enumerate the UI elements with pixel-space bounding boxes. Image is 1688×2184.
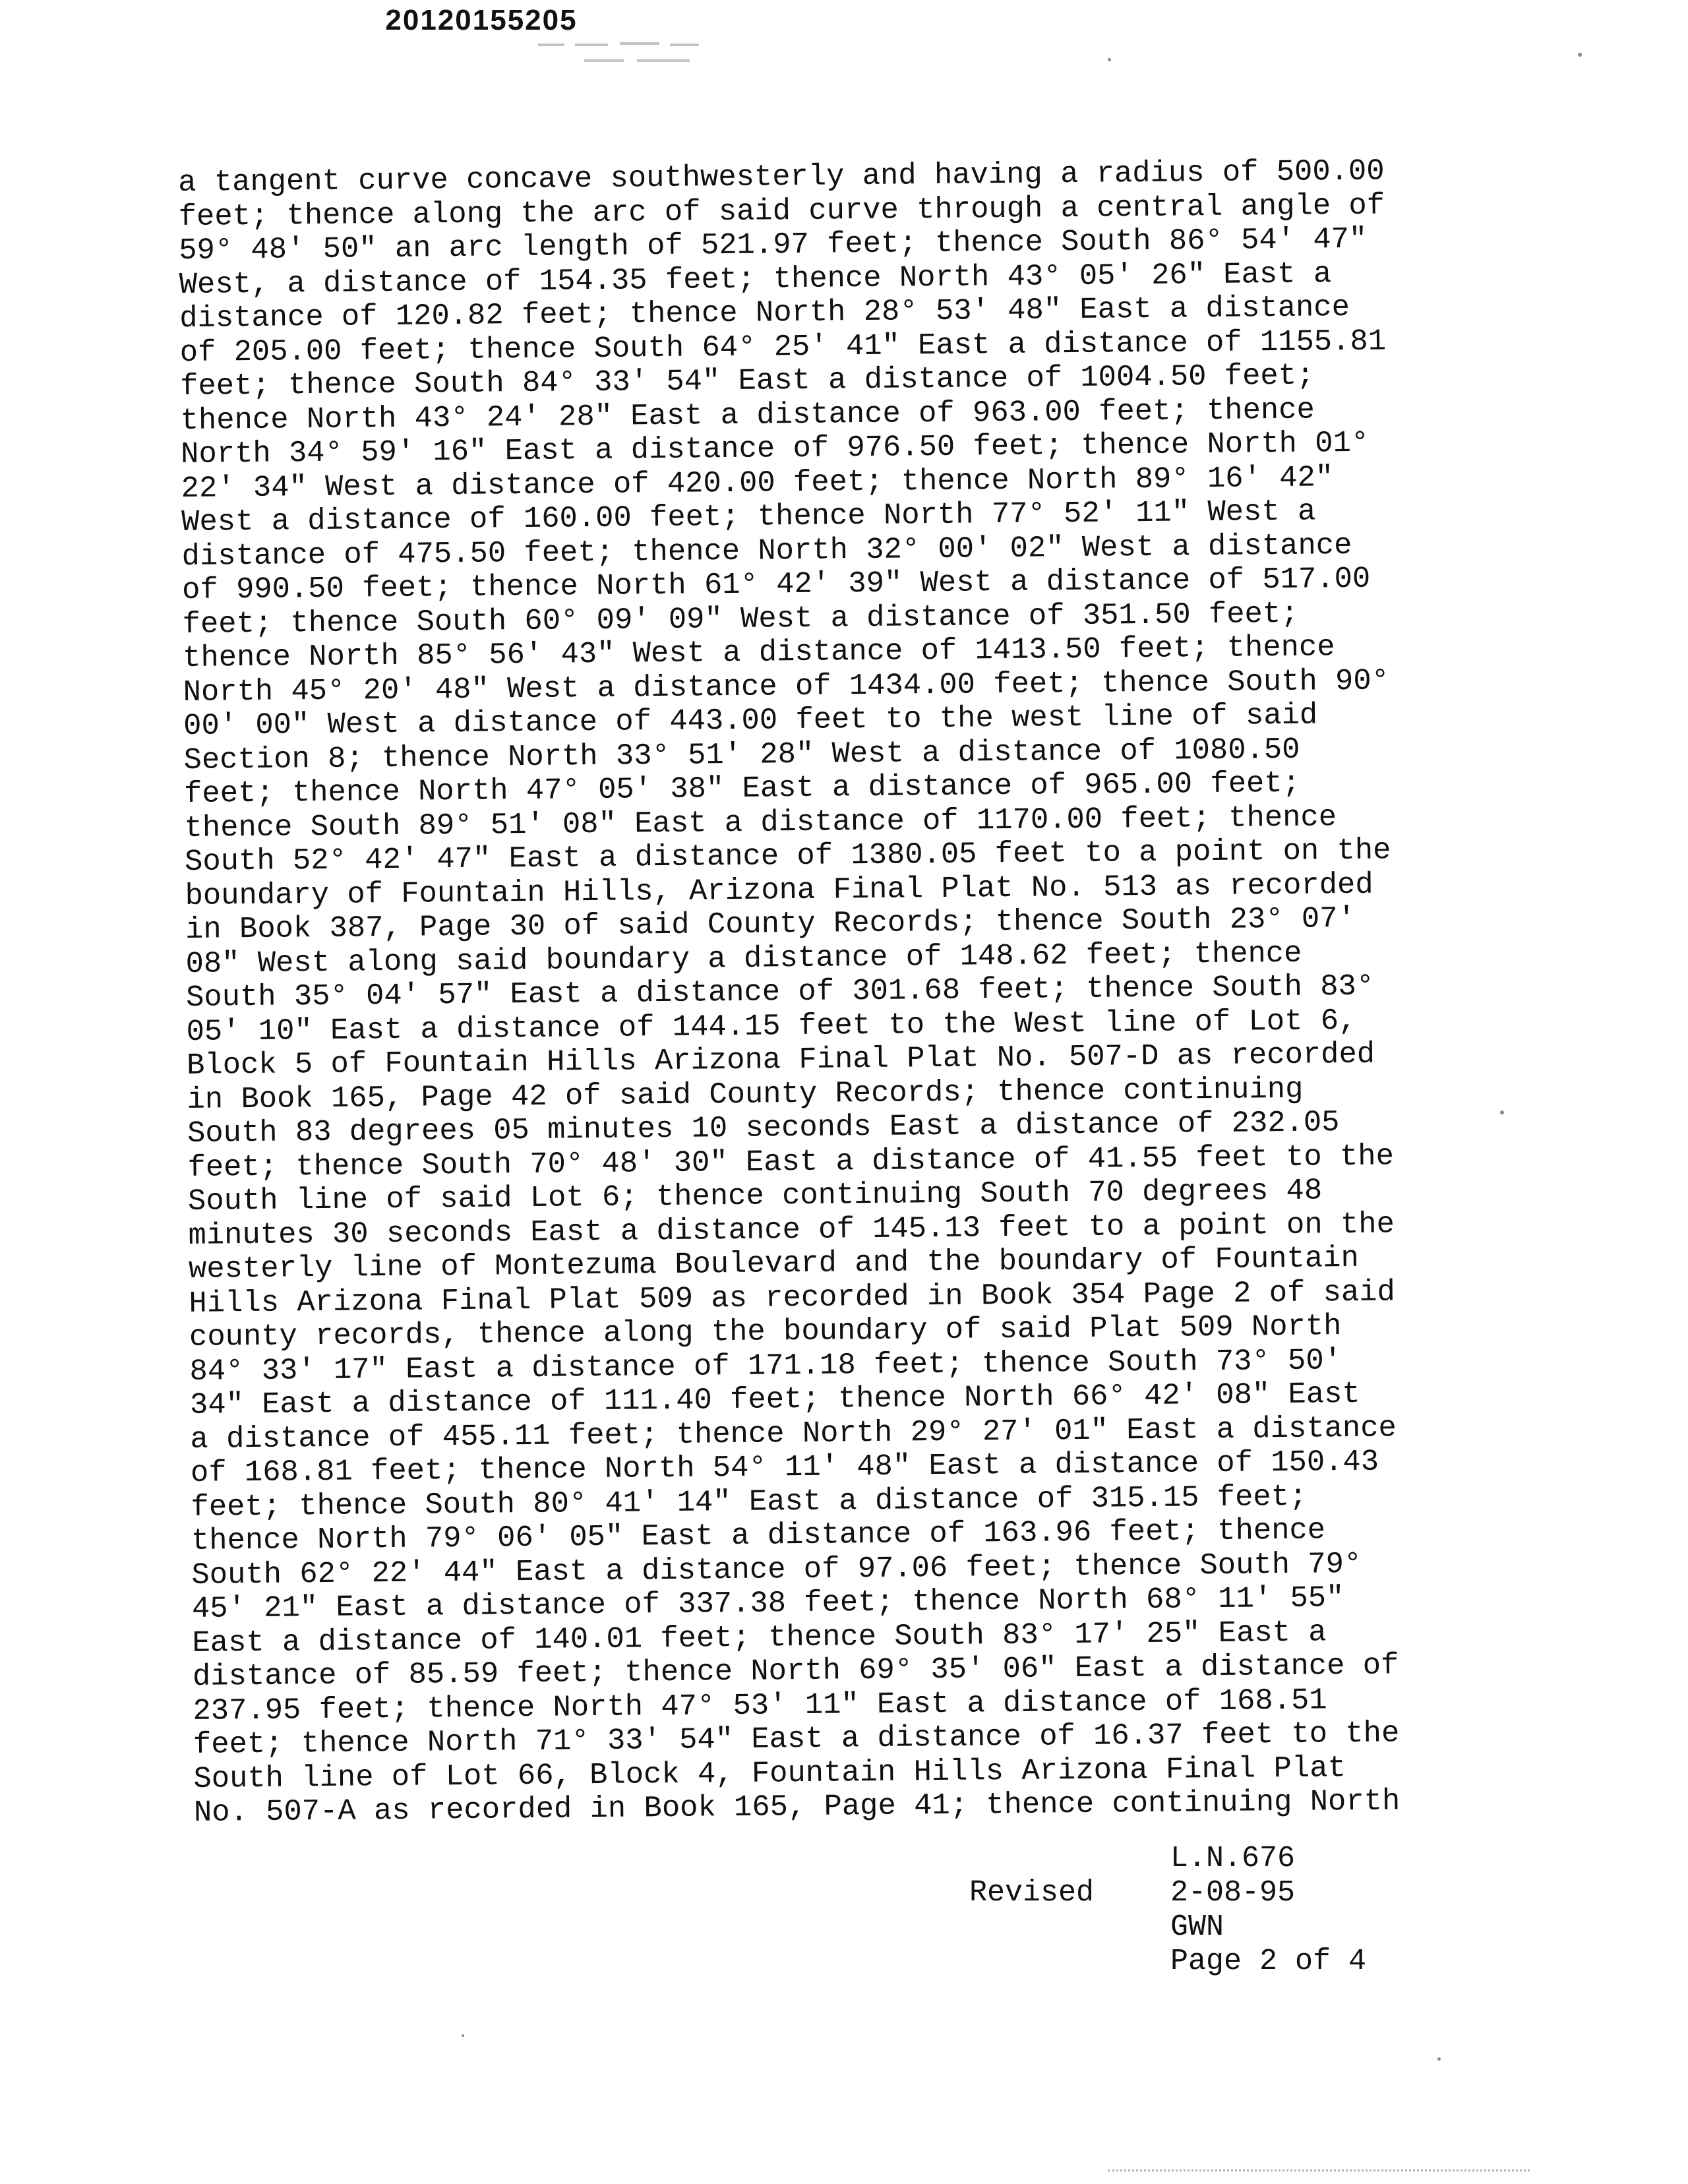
text-line: feet; thence South 70° 48′ 30" East a distance of 41.55 feet to the [187, 1138, 1395, 1185]
text-line: 237.95 feet; thence North 47° 53′ 11" East a distance of 168.51 [193, 1682, 1327, 1728]
text-line: 00′ 00" West a distance of 443.00 feet to the west line of said [183, 698, 1318, 743]
legal-description-text [178, 154, 1526, 1831]
faint-stamp-marks [538, 37, 723, 74]
text-line: of 990.50 feet; thence North 61° 42′ 39" West a distance of 517.00 [181, 561, 1371, 607]
text-line: thence North 79° 06′ 05" East a distance of 163.96 feet; thence [191, 1513, 1326, 1558]
initials: GWN [1170, 1910, 1224, 1944]
text-line: distance of 475.50 feet; thence North 32° 00′ 02" West a distance [181, 528, 1352, 574]
text-line: westerly line of Montezuma Boulevard and the boundary of Fountain [188, 1240, 1360, 1287]
revised-label: Revised [969, 1876, 1095, 1910]
text-line: thence North 43° 24′ 28" East a distance of 963.00 feet; thence [180, 392, 1315, 438]
text-line: a distance of 455.11 feet; thence North 29° 27′ 01" East a distance [190, 1410, 1397, 1457]
text-line: distance of 85.59 feet; thence North 69° 35′ 06" East a distance of [192, 1648, 1399, 1694]
text-line: No. 507-A as recorded in Book 165, Page 41; thence continuing North [193, 1784, 1401, 1830]
text-line: of 205.00 feet; thence South 64° 25′ 41" East a distance of 1155.81 [179, 323, 1387, 370]
text-line: thence South 89° 51′ 08" East a distance of 1170.00 feet; thence [184, 799, 1337, 845]
text-line: in Book 387, Page 30 of said County Records; thence South 23° 07′ [185, 901, 1356, 947]
text-line: West, a distance of 154.35 feet; thence North 43° 05′ 26" East a [179, 256, 1332, 302]
text-line: 45′ 21" East a distance of 337.38 feet; thence North 68° 11′ 55" [191, 1581, 1344, 1626]
text-line: 08" West along said boundary a distance of 148.62 feet; thence [185, 936, 1302, 981]
text-line: 59° 48′ 50" an arc length of 521.97 feet; thence South 86° 54′ 47" [178, 222, 1368, 268]
text-line: 84° 33′ 17" East a distance of 171.18 feet; thence South 73° 50′ [189, 1343, 1342, 1389]
text-line: boundary of Fountain Hills, Arizona Final Plat No. 513 as recorded [185, 867, 1373, 913]
text-line: feet; thence South 60° 09′ 09" West a distance of 351.50 feet; [182, 596, 1299, 642]
text-line: South 52° 42′ 47" East a distance of 1380.05 feet to a point on the [184, 833, 1391, 879]
text-line: South line of said Lot 6; thence continuing South 70 degrees 48 [187, 1173, 1323, 1219]
text-line: in Book 165, Page 42 of said County Records; thence continuing [187, 1072, 1304, 1117]
scan-edge-marks [1108, 2169, 1530, 2173]
text-line: North 34° 59′ 16" East a distance of 976.50 feet; thence North 01° [180, 425, 1370, 471]
text-line: feet; thence along the arc of said curve through a central angle of [178, 187, 1385, 234]
text-line: Block 5 of Fountain Hills Arizona Final Plat No. 507-D as recorded [186, 1037, 1375, 1083]
document-number: 20120155205 [385, 4, 578, 36]
ln-number: L.N.676 [1170, 1842, 1296, 1875]
text-line: feet; thence South 80° 41′ 14" East a distance of 315.15 feet; [191, 1479, 1308, 1525]
text-line: North 45° 20′ 48" West a distance of 1434.00 feet; thence South 90° [183, 663, 1390, 710]
text-line: Section 8; thence North 33° 51′ 28" West a distance of 1080.50 [183, 732, 1300, 777]
text-line: South 62° 22′ 44" East a distance of 97.06 feet; thence South 79° [191, 1546, 1362, 1592]
text-line: county records, thence along the boundary of said Plat 509 North [189, 1309, 1342, 1354]
text-line: 22′ 34" West a distance of 420.00 feet; thence North 89° 16′ 42" [181, 460, 1334, 506]
text-line: minutes 30 seconds East a distance of 145.13 feet to a point on the [188, 1206, 1395, 1253]
text-line: feet; thence North 71° 33′ 54" East a distance of 16.37 feet to the [193, 1716, 1400, 1762]
scan-speck [1578, 53, 1582, 57]
text-line: South 35° 04′ 57" East a distance of 301.68 feet; thence South 83° [185, 969, 1375, 1015]
scan-speck [1108, 58, 1111, 61]
text-line: Hills Arizona Final Plat 509 as recorded in Book 354 Page 2 of said [189, 1274, 1396, 1321]
text-line: 34" East a distance of 111.40 feet; thence North 66° 42′ 08" East [189, 1376, 1361, 1422]
scan-speck [1500, 1110, 1504, 1114]
text-line: distance of 120.82 feet; thence North 28° 53′ 48" East a distance [179, 289, 1350, 336]
text-line: 05′ 10" East a distance of 144.15 feet to the West line of Lot 6, [186, 1003, 1357, 1049]
text-line: a tangent curve concave southwesterly and having a radius of 500.00 [177, 154, 1385, 200]
text-line: South 83 degrees 05 minutes 10 seconds East a distance of 232.05 [187, 1105, 1340, 1151]
text-line: South line of Lot 66, Block 4, Fountain Hills Arizona Final Plat [193, 1750, 1346, 1796]
text-line: of 168.81 feet; thence North 54° 11′ 48" East a distance of 150.43 [190, 1444, 1379, 1490]
text-line: East a distance of 140.01 feet; thence South 83° 17′ 25" East a [192, 1614, 1327, 1660]
revised-date: 2-08-95 [1170, 1876, 1296, 1910]
text-line: feet; thence South 84° 33′ 54" East a distance of 1004.50 feet; [179, 358, 1315, 404]
scan-speck [1437, 2057, 1441, 2061]
text-line: thence North 85° 56′ 43" West a distance of 1413.50 feet; thence [182, 630, 1335, 675]
text-line: feet; thence North 47° 05′ 38" East a distance of 965.00 feet; [183, 766, 1301, 811]
page-number: Page 2 of 4 [1170, 1945, 1367, 1978]
scan-speck [462, 2034, 464, 2037]
text-line: West a distance of 160.00 feet; thence North 77° 52′ 11" West a [181, 494, 1316, 539]
